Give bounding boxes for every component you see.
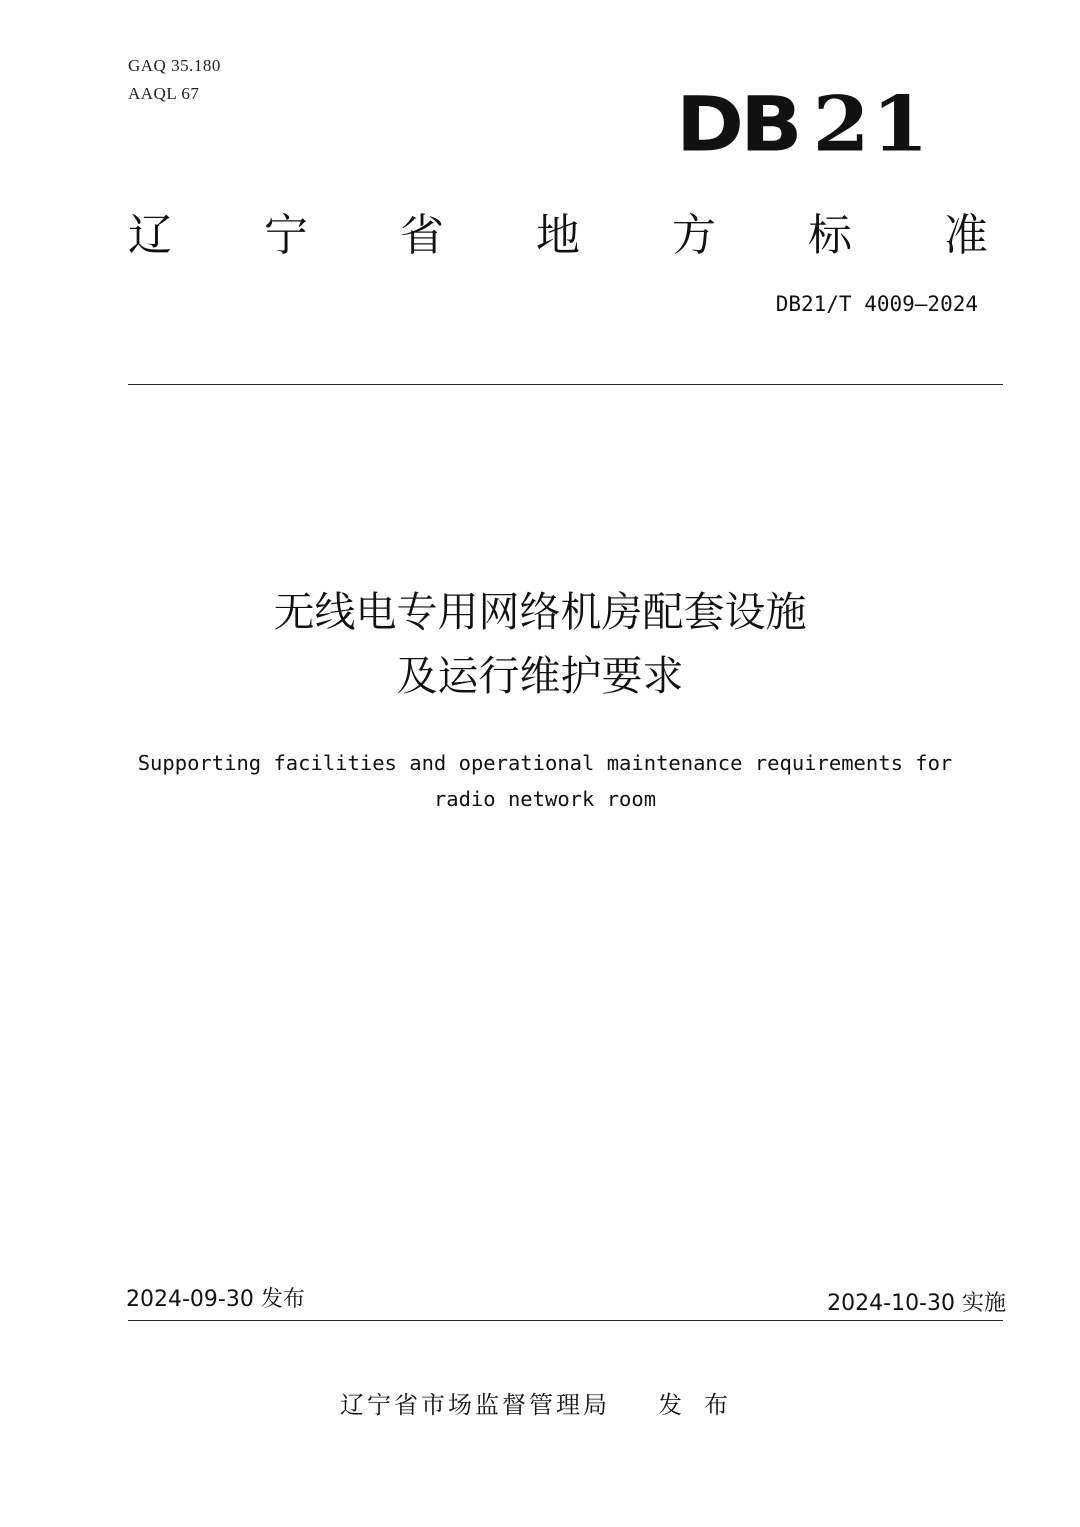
chinese-title-line-1: 无线电专用网络机房配套设施 — [273, 588, 807, 636]
title-char: 辽 — [128, 210, 172, 261]
logo-letters: DB — [676, 81, 799, 169]
standard-type-title — [128, 206, 988, 266]
chinese-title-line-2: 及运行维护要求 — [396, 652, 684, 700]
title-char: 方 — [672, 210, 716, 261]
title-char: 地 — [536, 210, 580, 261]
top-divider — [128, 384, 1003, 385]
english-title-line-1: Supporting facilities and operational maintenance requirements for — [137, 751, 953, 775]
publisher-name: 辽宁省市场监督管理局 — [340, 1391, 610, 1419]
ics-code: GAQ 35.180 — [128, 56, 221, 75]
logo-number: 21 — [812, 80, 931, 169]
publisher-line — [0, 1388, 1080, 1422]
ccs-code: AAQL 67 — [128, 84, 200, 103]
title-char: 宁 — [264, 210, 308, 261]
publisher-action: 发布 — [658, 1391, 750, 1419]
db21-logo — [676, 80, 931, 169]
title-char: 省 — [400, 210, 444, 261]
title-char: 标 — [808, 210, 852, 261]
bottom-divider — [128, 1320, 1003, 1321]
title-char: 准 — [944, 210, 988, 261]
english-title-line-2: radio network room — [433, 787, 657, 811]
standard-number: DB21/T 4009—2024 — [775, 292, 978, 316]
implementation-date: 2024-10-30 实施 — [827, 1291, 1006, 1316]
issue-date: 2024-09-30 发布 — [126, 1287, 305, 1312]
